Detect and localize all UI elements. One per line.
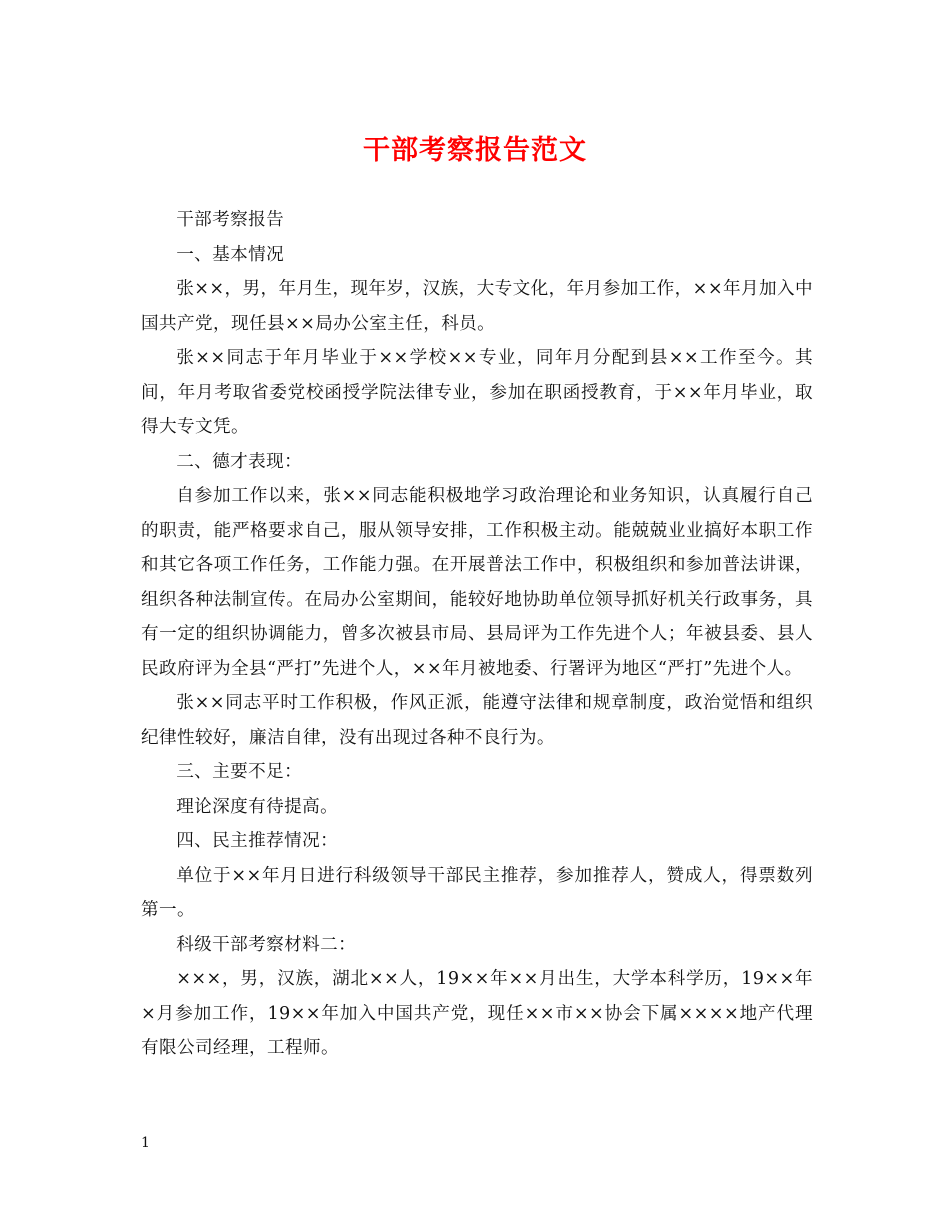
paragraph: 张××同志平时工作积极，作风正派，能遵守法律和规章制度，政治觉悟和组织纪律性较好，廉洁自律，没有出现过各种不良行为。 (141, 693, 813, 748)
section-heading-basic: 一、基本情况 (176, 244, 285, 265)
section-heading-shortcomings: 三、主要不足： (176, 762, 303, 782)
document-title: 干部考察报告范文 (363, 135, 587, 166)
paragraph: 理论深度有待提高。 (176, 796, 339, 817)
section-heading-recommendation: 四、民主推荐情况： (176, 831, 339, 851)
document-body (141, 203, 813, 1066)
paragraph: ×××，男，汉族，湖北××人，19××年××月出生，大学本科学历，19××年×月参加工作，19××年加入中国共产党，现任××市××协会下属××××地产代理有限公司经理，工程师。 (141, 969, 813, 1058)
paragraph: 自参加工作以来，张××同志能积极地学习政治理论和业务知识，认真履行自己的职责，能严格要求自己，服从领导安排，工作积极主动。能兢兢业业搞好本职工作和其它各项工作任务，工作能力强。在开展普法工作中，积极组织和参加普法讲课，组织各种法制宣传。在局办公室期间，能较好地协助单位领导抓好机关行政事务，具有一定的组织协调能力，曾多次被县市局、县局评为工作先进个人；年被县委、县人民政府评为全县“严打”先进个人，××年月被地委、行署评为地区“严打”先进个人。 (141, 486, 813, 679)
section-heading-material-two: 科级干部考察材料二： (176, 934, 357, 955)
paragraph-heading: 干部考察报告 (176, 210, 285, 230)
paragraph: 张××同志于年月毕业于××学校××专业，同年月分配到县××工作至今。其间，年月考取省委党校函授学院法律专业，参加在职函授教育，于××年月毕业，取得大专文凭。 (141, 348, 813, 437)
paragraph: 单位于××年月日进行科级领导干部民主推荐，参加推荐人，赞成人，得票数列第一。 (141, 865, 813, 920)
section-heading-performance: 二、德才表现： (176, 451, 303, 472)
paragraph: 张××，男，年月生，现年岁，汉族，大专文化，年月参加工作，××年月加入中国共产党，现任县××局办公室主任，科员。 (141, 279, 813, 334)
page-number: 1 (141, 1135, 150, 1151)
